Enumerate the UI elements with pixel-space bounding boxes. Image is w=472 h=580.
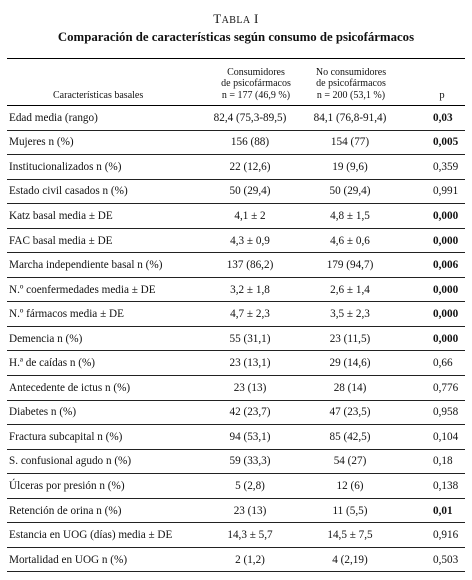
row-label: Estancia en UOG (días) media ± DE bbox=[9, 529, 173, 542]
row-consumers-value: 3,2 ± 1,8 bbox=[230, 283, 270, 296]
header-consumers-line3: n = 177 (46,9 %) bbox=[221, 89, 291, 101]
row-non-consumers-value: 2,6 ± 1,4 bbox=[330, 283, 370, 296]
row-non-consumers-value: 3,5 ± 2,3 bbox=[330, 308, 370, 321]
table-row bbox=[7, 523, 465, 548]
table-row bbox=[7, 498, 465, 523]
row-p-value: 0,916 bbox=[433, 529, 459, 542]
row-p-value: 0,000 bbox=[433, 308, 459, 321]
row-non-consumers-value: 4 (2,19) bbox=[332, 553, 368, 566]
header-characteristics: Características basales bbox=[53, 89, 144, 101]
row-non-consumers-value: 179 (94,7) bbox=[326, 259, 374, 272]
row-non-consumers-value: 19 (9,6) bbox=[332, 160, 368, 173]
row-non-consumers-value: 85 (42,5) bbox=[329, 430, 371, 443]
row-label: N.º coenfermedades media ± DE bbox=[9, 283, 156, 296]
row-p-value: 0,000 bbox=[433, 209, 459, 222]
row-label: Edad media (rango) bbox=[9, 111, 98, 124]
table-row bbox=[7, 425, 465, 450]
row-non-consumers-value: 14,5 ± 7,5 bbox=[327, 529, 373, 542]
table-row bbox=[7, 155, 465, 180]
row-p-value: 0,958 bbox=[433, 406, 459, 419]
row-label: FAC basal media ± DE bbox=[9, 234, 113, 247]
row-consumers-value: 14,3 ± 5,7 bbox=[227, 529, 273, 542]
table-row bbox=[7, 474, 465, 499]
row-consumers-value: 2 (1,2) bbox=[235, 553, 265, 566]
row-label: Mortalidad en UOG n (%) bbox=[9, 553, 128, 566]
row-label: N.º fármacos media ± DE bbox=[9, 308, 124, 321]
header-consumers-line1: Consumidores bbox=[227, 66, 285, 78]
row-non-consumers-value: 11 (5,5) bbox=[332, 504, 368, 517]
row-consumers-value: 23 (13) bbox=[233, 381, 267, 394]
table-row bbox=[7, 302, 465, 327]
table-row bbox=[7, 351, 465, 376]
table-row bbox=[7, 204, 465, 229]
row-consumers-value: 22 (12,6) bbox=[229, 160, 271, 173]
row-consumers-value: 94 (53,1) bbox=[229, 430, 271, 443]
row-non-consumers-value: 29 (14,6) bbox=[329, 357, 371, 370]
table-row bbox=[7, 449, 465, 474]
row-p-value: 0,66 bbox=[433, 357, 453, 370]
row-non-consumers-value: 54 (27) bbox=[333, 455, 367, 468]
row-non-consumers-value: 47 (23,5) bbox=[329, 406, 371, 419]
data-table bbox=[7, 58, 465, 572]
row-p-value: 0,005 bbox=[433, 136, 459, 149]
row-label: Estado civil casados n (%) bbox=[9, 185, 128, 198]
row-non-consumers-value: 12 (6) bbox=[336, 479, 364, 492]
row-non-consumers-value: 84,1 (76,8-91,4) bbox=[313, 111, 387, 124]
row-non-consumers-value: 4,6 ± 0,6 bbox=[330, 234, 370, 247]
row-consumers-value: 42 (23,7) bbox=[229, 406, 271, 419]
caption-number: I bbox=[253, 11, 259, 26]
table-row bbox=[7, 326, 465, 351]
row-consumers-value: 156 (88) bbox=[230, 136, 270, 149]
row-consumers-value: 82,4 (75,3-89,5) bbox=[213, 111, 287, 124]
row-label: Diabetes n (%) bbox=[9, 406, 77, 419]
header-p-value: p bbox=[439, 89, 445, 101]
row-label: Katz basal media ± DE bbox=[9, 209, 113, 222]
row-p-value: 0,000 bbox=[433, 283, 459, 296]
table-row bbox=[7, 106, 465, 131]
row-label: Fractura subcapital n (%) bbox=[9, 430, 123, 443]
table-title: Comparación de características según consumo de psicofármacos bbox=[57, 30, 415, 44]
row-label: Institucionalizados n (%) bbox=[9, 160, 122, 173]
caption-rest: ABLA bbox=[221, 15, 251, 26]
table-body bbox=[7, 106, 465, 572]
table-row bbox=[7, 228, 465, 253]
row-p-value: 0,991 bbox=[433, 185, 459, 198]
row-p-value: 0,000 bbox=[433, 234, 459, 247]
row-consumers-value: 4,7 ± 2,3 bbox=[230, 308, 270, 321]
row-p-value: 0,006 bbox=[433, 259, 459, 272]
row-p-value: 0,01 bbox=[433, 504, 453, 517]
header-consumers-line2: de psicofármacos bbox=[221, 78, 291, 89]
row-consumers-value: 5 (2,8) bbox=[235, 479, 265, 492]
row-p-value: 0,104 bbox=[433, 430, 459, 443]
row-label: Mujeres n (%) bbox=[9, 136, 74, 149]
caption-initial: T bbox=[213, 11, 222, 26]
row-p-value: 0,776 bbox=[433, 381, 459, 394]
table-caption bbox=[0, 11, 472, 27]
row-p-value: 0,18 bbox=[433, 455, 453, 468]
table-row bbox=[7, 376, 465, 401]
row-consumers-value: 4,1 ± 2 bbox=[234, 209, 266, 222]
row-label: Úlceras por presión n (%) bbox=[9, 479, 125, 492]
row-p-value: 0,359 bbox=[433, 160, 459, 173]
table-row bbox=[7, 179, 465, 204]
row-non-consumers-value: 4,8 ± 1,5 bbox=[330, 209, 370, 222]
row-non-consumers-value: 154 (77) bbox=[330, 136, 370, 149]
row-label: Marcha independiente basal n (%) bbox=[9, 259, 163, 272]
row-label: Antecedente de ictus n (%) bbox=[9, 381, 131, 394]
row-p-value: 0,03 bbox=[433, 111, 453, 124]
row-label: S. confusional agudo n (%) bbox=[9, 455, 132, 468]
row-consumers-value: 23 (13,1) bbox=[229, 357, 271, 370]
header-row bbox=[7, 59, 465, 106]
header-non-consumers-line3: n = 200 (53,1 %) bbox=[316, 89, 386, 101]
row-label: Retención de orina n (%) bbox=[9, 504, 122, 517]
row-non-consumers-value: 28 (14) bbox=[333, 381, 367, 394]
row-consumers-value: 23 (13) bbox=[233, 504, 267, 517]
header-non-consumers bbox=[305, 59, 397, 106]
row-consumers-value: 50 (29,4) bbox=[229, 185, 271, 198]
header-non-consumers-line2: de psicofármacos bbox=[316, 78, 386, 89]
row-non-consumers-value: 50 (29,4) bbox=[329, 185, 371, 198]
row-label: H.ª de caídas n (%) bbox=[9, 357, 96, 370]
row-consumers-value: 4,3 ± 0,9 bbox=[230, 234, 270, 247]
table-row bbox=[7, 547, 465, 572]
row-consumers-value: 137 (86,2) bbox=[226, 259, 274, 272]
table-row bbox=[7, 277, 465, 302]
table-row bbox=[7, 253, 465, 278]
header-consumers bbox=[207, 59, 305, 106]
row-non-consumers-value: 23 (11,5) bbox=[329, 332, 371, 345]
table-row bbox=[7, 400, 465, 425]
table-row bbox=[7, 130, 465, 155]
row-p-value: 0,138 bbox=[433, 479, 459, 492]
row-consumers-value: 59 (33,3) bbox=[229, 455, 271, 468]
header-non-consumers-line1: No consumidores bbox=[315, 66, 387, 78]
row-p-value: 0,503 bbox=[433, 553, 459, 566]
row-label: Demencia n (%) bbox=[9, 332, 83, 345]
row-p-value: 0,000 bbox=[433, 332, 459, 345]
row-consumers-value: 55 (31,1) bbox=[229, 332, 271, 345]
